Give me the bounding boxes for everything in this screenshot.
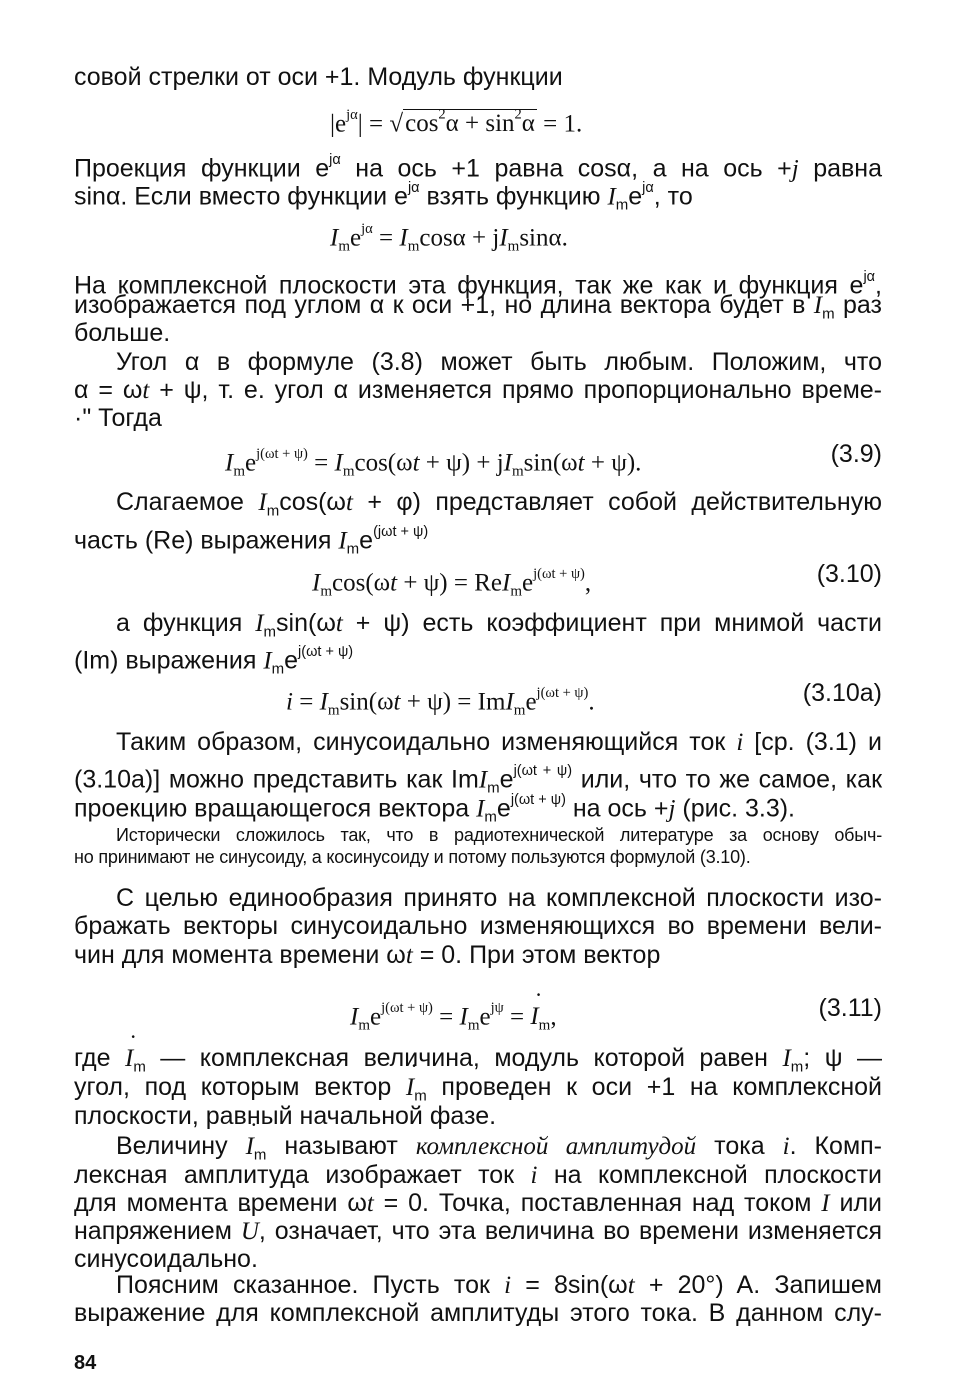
equation-projection: $I_me^{j\alpha} = I_m\cos\alpha + jI_m\sin\alpha$. (330, 221, 568, 255)
text-line: больше. (74, 319, 171, 347)
text-line: Величину ˙ $I_m$ называют комплексной амплитудой тока i. Комп- (116, 1131, 882, 1161)
text-line: лексная амплитуда изображает ток i на комплексной плоскости (74, 1161, 882, 1189)
equation-modulus: $|e^{j\alpha}| = √\cos^2\alpha + \sin^2\alpha = 1$. (330, 107, 583, 138)
text-line: а функция $I_m\sin(\omega t + \psi)$ есть коэффициент при мнимой части (116, 609, 882, 641)
text-line: С целью единообразия принято на комплексной плоскости изо- (116, 884, 882, 912)
text-line: напряжением ˙ U, означает, что эта величина во времени изменяется (74, 1216, 882, 1246)
page-number: 84 (74, 1352, 97, 1374)
text-line: α = ωt + ψ, т. е. угол α изменяется прямо пропорционально време- (74, 376, 882, 404)
text-line: Проекция функции $e^{j\alpha}$ на ось +1 равна cosα, а на ось +j равна (74, 152, 883, 183)
text-line: совой стрелки от оси +1. Модуль функции (74, 63, 563, 91)
footnote-line: Исторически сложилось так, что в радиотехнической литературе за основу обыч- (116, 825, 882, 845)
equation-number: (3.11) (818, 994, 882, 1022)
text-line: выражение для комплексной амплитуды этого тока. В данном слу- (74, 1299, 882, 1327)
equation-number: (3.10) (816, 560, 882, 588)
equation-number: (3.10a) (802, 679, 882, 707)
equation-3-11: $I_me^{j(\omega t + \psi)} = I_me^{j\psi}$ = ˙ $I_m$, (350, 993, 557, 1041)
text-line: Угол α в формуле (3.8) может быть любым. Положим, что (116, 348, 882, 376)
text-line: угол, под которым вектор ˙ $I_m$ проведен к оси +1 на комплексной (74, 1072, 882, 1102)
text-line: где ˙ $I_m$ — комплексная величина, модуль которой равен $I_m$; ψ — (74, 1043, 882, 1073)
text-line: для момента времени ωt = 0. Точка, поставленная над током ˙ I или (74, 1188, 882, 1218)
equation-3-10a: $i = I_m\sin(\omega t + \psi) = ImI_me^{j(\omega t + \psi)}$. (286, 685, 595, 719)
equation-number: (3.9) (830, 440, 882, 468)
text-line: Поясним сказанное. Пусть ток i = 8sin(ωt + 20°) A. Запишем (116, 1271, 882, 1299)
text-line: синусоидально. (74, 1245, 258, 1273)
text-line: На комплексной плоскости эта функция, так же как и функция $e^{j\alpha}$, (74, 269, 882, 300)
text-line: чин для момента времени ωt = 0. При этом вектор (74, 941, 661, 969)
text-line: Таким образом, синусоидально изменяющийся ток i [ср. (3.1) и (116, 728, 882, 756)
text-line: часть (Re) выражения $I_me^{(j\omega t + \psi)}$ (74, 524, 429, 558)
text-line: проекцию вращающегося вектора $I_me^{j(\omega t + \psi)}$ на ось +j (рис. 3.3). (74, 792, 795, 826)
text-line: изображается под углом α к оси +1, но длина вектора будет в $I_m$ раз (74, 291, 882, 323)
text-line: sinα. Если вместо функции $e^{j\alpha}$ взять функцию $I_me^{j\alpha}$, то (74, 180, 693, 214)
footnote-line: но принимают не синусоиду, а косинусоиду и потому пользуются формулой (3.10). (74, 847, 751, 867)
equation-3-9: $I_me^{j(\omega t + \psi)} = I_m\cos(\omega t + \psi) + jI_m\sin(\omega t + \psi)$. (225, 446, 642, 480)
text-line: (Im) выражения $I_me^{j(\omega t + \psi)}$ (74, 644, 354, 678)
equation-3-10: $I_m\cos(\omega t + \psi) = ReI_me^{j(\omega t + \psi)}$, (312, 566, 592, 600)
text-line: Слагаемое $I_m\cos(\omega t + \varphi)$ представляет собой действительную (116, 488, 882, 520)
text-line: (3.10a)] можно представить как $ImI_me^{j(\omega t + \psi)}$ или, что то же самое, как (74, 763, 882, 797)
text-line: ·" Тогда (74, 404, 162, 432)
text-line: плоскости, равный начальной фазе. (74, 1102, 497, 1130)
text-line: бражать векторы синусоидально изменяющихся во времени вели- (74, 912, 882, 940)
